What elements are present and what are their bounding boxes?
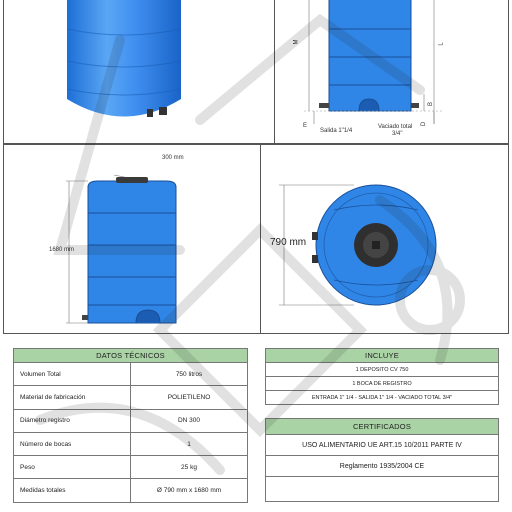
table-row bbox=[14, 479, 248, 502]
row-key: Diámetro registro bbox=[14, 409, 131, 432]
empty-cell bbox=[266, 477, 499, 502]
list-item bbox=[266, 477, 499, 502]
row-value: 25 kg bbox=[131, 456, 248, 479]
row-value: Ø 790 mm x 1680 mm bbox=[131, 479, 248, 502]
diameter-label: 790 mm bbox=[270, 237, 307, 248]
row-value: DN 300 bbox=[131, 409, 248, 432]
row-key: Número de bocas bbox=[14, 432, 131, 455]
include-item: ENTRADA 1" 1/4 - SALIDA 1" 1/4 - VACIADO TOTAL 3/4" bbox=[266, 391, 499, 405]
includes-title: INCLUYE bbox=[266, 349, 499, 363]
certificate-item: Reglamento 1935/2004 CE bbox=[266, 456, 499, 477]
row-value: 1 bbox=[131, 432, 248, 455]
technical-data-title: DATOS TÉCNICOS bbox=[14, 349, 248, 363]
list-item bbox=[266, 391, 499, 405]
table-row bbox=[14, 386, 248, 409]
drain-label-line1: Vaciado total bbox=[378, 124, 413, 130]
list-item bbox=[266, 435, 499, 456]
height-label: 1680 mm bbox=[49, 247, 75, 253]
certificates-title: CERTIFICADOS bbox=[266, 419, 499, 435]
include-item: 1 BOCA DE REGISTRO bbox=[266, 377, 499, 391]
tank-front-view-drawing bbox=[64, 165, 194, 330]
top-width-label: 300 mm bbox=[162, 155, 184, 161]
mid-drawings-panel bbox=[3, 144, 509, 334]
table-row bbox=[14, 456, 248, 479]
certificate-item: USO ALIMENTARIO UE ART.15 10/2011 PARTE IV bbox=[266, 435, 499, 456]
dim-label-e: E bbox=[303, 123, 308, 129]
drain-label-line2: 3/4" bbox=[392, 131, 403, 137]
tank-side-view-drawing bbox=[304, 0, 454, 139]
dim-label-l: L bbox=[438, 42, 445, 46]
row-key: Material de fabricación bbox=[14, 386, 131, 409]
top-drawings-panel bbox=[3, 0, 509, 144]
list-item bbox=[266, 377, 499, 391]
outlet-label: Salida 1"1/4 bbox=[320, 128, 353, 134]
row-key: Peso bbox=[14, 456, 131, 479]
list-item bbox=[266, 363, 499, 377]
row-value: POLIETILENO bbox=[131, 386, 248, 409]
list-item bbox=[266, 456, 499, 477]
include-item: 1 DEPOSITO CV 750 bbox=[266, 363, 499, 377]
dim-label-b: B bbox=[428, 101, 435, 107]
row-key: Volumen Total bbox=[14, 363, 131, 386]
dim-label-m: M bbox=[293, 39, 300, 45]
tank-photo bbox=[59, 0, 189, 134]
table-row bbox=[14, 432, 248, 455]
panel-divider bbox=[274, 0, 275, 143]
panel-divider bbox=[260, 145, 261, 333]
row-value: 750 litros bbox=[131, 363, 248, 386]
table-row bbox=[14, 363, 248, 386]
certificates-table bbox=[265, 418, 499, 502]
technical-data-table bbox=[13, 348, 248, 503]
dim-label-d: D bbox=[421, 121, 428, 127]
includes-table bbox=[265, 348, 499, 405]
table-row bbox=[14, 409, 248, 432]
row-key: Medidas totales bbox=[14, 479, 131, 502]
